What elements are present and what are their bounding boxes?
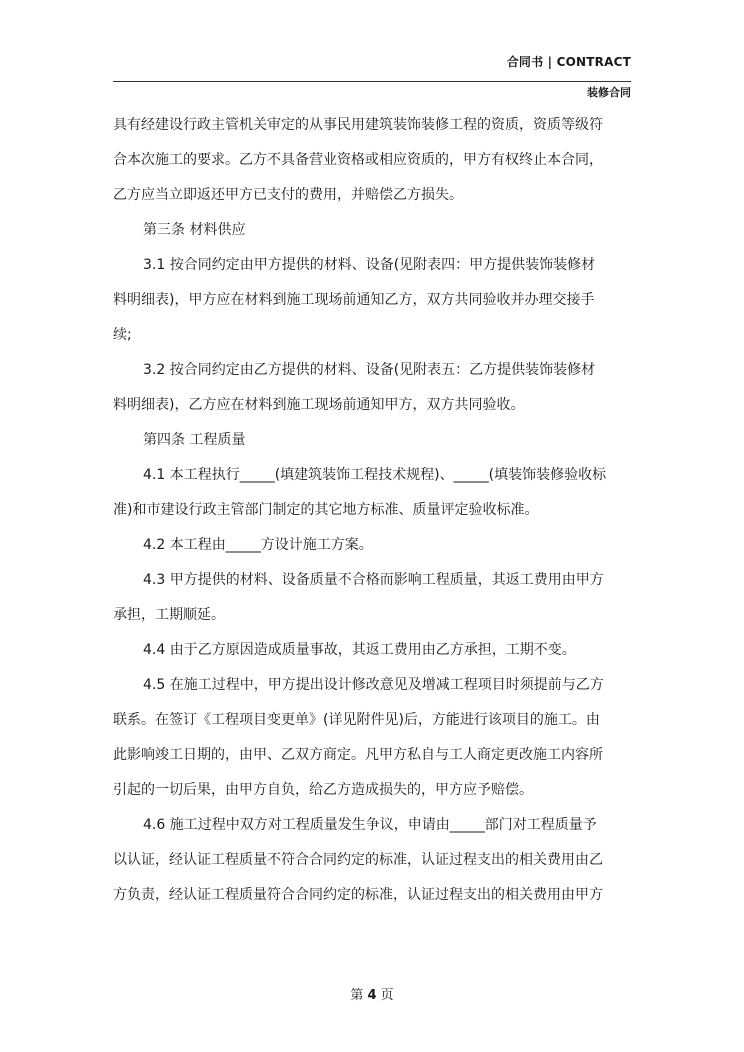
text-line: 承担，工期顺延。 [113,607,225,623]
text-line: 乙方应当立即返还甲方已支付的费用，并赔偿乙方损失。 [113,187,463,203]
page-footer [0,984,744,1003]
page-number: 4 [367,988,377,1003]
text-line: 引起的一切后果，由甲方自负，给乙方造成损失的，甲方应予赔偿。 [113,782,533,798]
text-line: 续; [113,327,132,343]
text-line: 第三条 材料供应 [143,222,246,238]
text-line: 第四条 工程质量 [143,432,246,448]
text-line: 联系。在签订《工程项目变更单》(详见附件见)后，方能进行该项目的施工。由 [113,712,600,728]
header-subtitle: 装修合同 [587,86,631,99]
text-line: 料明细表)，乙方应在材料到施工现场前通知甲方，双方共同验收。 [113,397,525,413]
text-line: 合本次施工的要求。乙方不具备营业资格或相应资质的，甲方有权终止本合同， [113,152,603,168]
text-line: 此影响竣工日期的，由甲、乙双方商定。凡甲方私自与工人商定更改施工内容所 [113,747,603,763]
text-line: 料明细表)，甲方应在材料到施工现场前通知乙方，双方共同验收并办理交接手 [113,292,595,308]
text-line: 4.6 施工过程中双方对工程质量发生争议，申请由_____部门对工程质量予 [143,817,597,833]
text-line: 方负责，经认证工程质量符合合同约定的标准，认证过程支出的相关费用由甲方 [113,887,603,903]
text-line: 4.3 甲方提供的材料、设备质量不合格而影响工程质量，其返工费用由甲方 [143,572,604,588]
text-line: 准)和市建设行政主管部门制定的其它地方标准、质量评定验收标准。 [113,502,539,518]
page-number-prefix: 第 [350,988,364,1003]
text-line: 4.5 在施工过程中，甲方提出设计修改意见及增减工程项目时须提前与乙方 [143,677,604,693]
text-line: 具有经建设行政主管机关审定的从事民用建筑装饰装修工程的资质，资质等级符 [113,117,603,133]
document-body [113,112,631,917]
text-line: 以认证，经认证工程质量不符合合同约定的标准，认证过程支出的相关费用由乙 [113,852,603,868]
text-line: 3.1 按合同约定由甲方提供的材料、设备(见附表四：甲方提供装饰装修材 [143,257,596,273]
header-divider [113,81,631,82]
page-number-suffix: 页 [380,988,394,1003]
text-line: 4.1 本工程执行_____(填建筑装饰工程技术规程)、_____(填装饰装修验收标 [143,467,607,483]
text-line: 4.2 本工程由_____方设计施工方案。 [143,537,373,553]
text-line: 3.2 按合同约定由乙方提供的材料、设备(见附表五：乙方提供装饰装修材 [143,362,596,378]
text-line: 4.4 由于乙方原因造成质量事故，其返工费用由乙方承担，工期不变。 [143,642,576,658]
header-title: 合同书 | CONTRACT [506,55,631,69]
